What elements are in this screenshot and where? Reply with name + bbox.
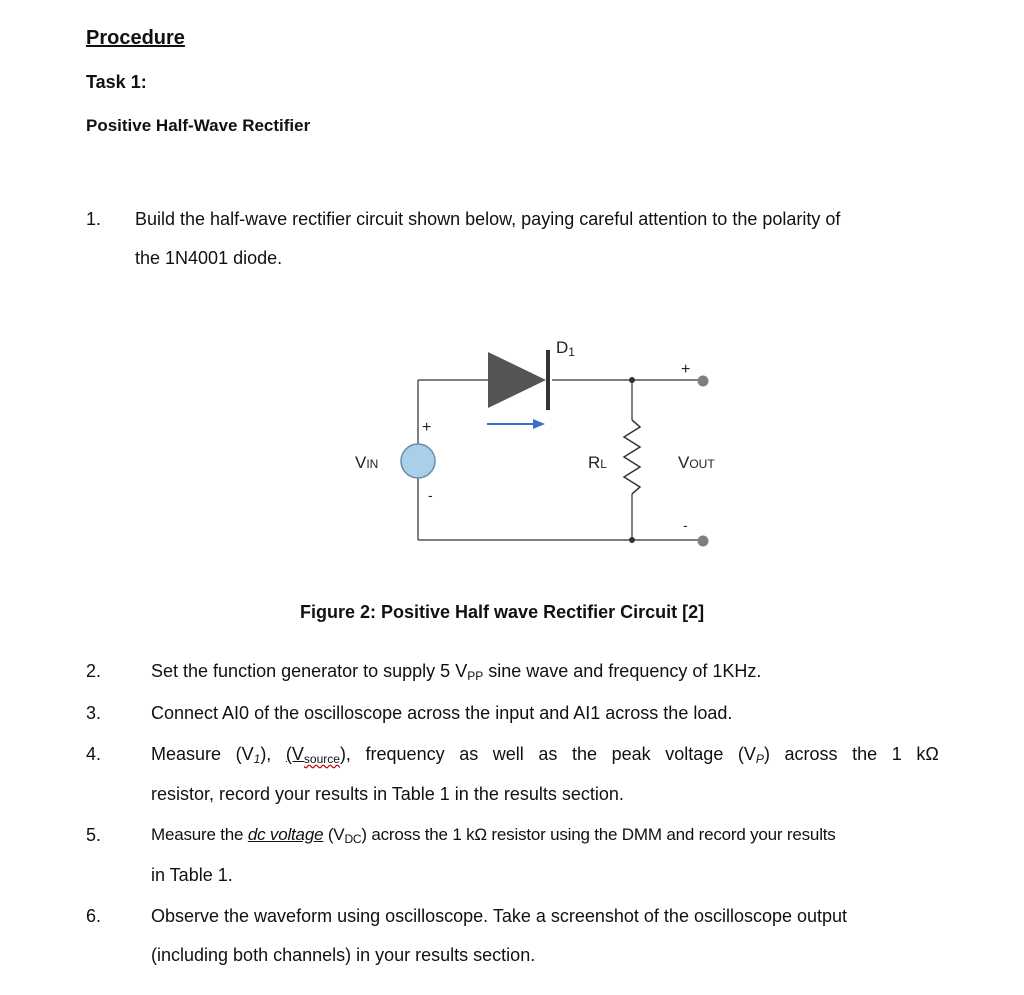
procedure-heading: Procedure — [86, 27, 185, 49]
task-heading: Task 1: — [86, 72, 147, 92]
step-1-line-2: the 1N4001 diode. — [135, 248, 283, 268]
step-1-number: 1. — [86, 209, 102, 229]
voltage-source — [401, 444, 435, 478]
source-minus-sign: - — [428, 487, 433, 503]
output-terminal-positive — [698, 376, 709, 387]
step-3-text: Connect AI0 of the oscilloscope across the input and AI1 across the load. — [151, 703, 733, 723]
junction-bottom — [629, 537, 635, 543]
resistor-symbol — [624, 420, 640, 494]
step-3-number: 3. — [86, 703, 102, 723]
step-4-line-1: Measure $(V_1)$, $(V_{source})$, frequency as well as the peak voltage $(V_P)$ across the 1 kΩ — [151, 744, 939, 766]
dc-voltage-link[interactable]: dc voltage — [247, 825, 324, 844]
vout-label: VOUT — [678, 453, 715, 472]
step-5-line-1: Measure the dc voltage $(V_{DC})$ across the 1 kΩ resistor using the DMM and record your results — [151, 825, 836, 846]
step-5-line-2: in Table 1. — [151, 865, 233, 885]
diode-triangle — [488, 352, 546, 408]
current-arrow-head — [533, 419, 545, 429]
step-6-line-1: Observe the waveform using oscilloscope. Take a screenshot of the oscilloscope output — [151, 906, 848, 926]
step-5-number: 5. — [86, 825, 102, 845]
figure-caption: Figure 2: Positive Half wave Rectifier Circuit [2] — [300, 602, 705, 622]
step-2-text: Set the function generator to supply 5 $V_{PP}$ sine wave and frequency of 1KHz. — [151, 661, 762, 683]
output-terminal-negative — [698, 536, 709, 547]
step-4-line-2: resistor, record your results in Table 1 in the results section. — [151, 784, 624, 804]
diode-label: D1 — [556, 338, 575, 359]
section-subtitle: Positive Half-Wave Rectifier — [86, 116, 311, 135]
step-2-number: 2. — [86, 661, 102, 681]
source-plus-sign: + — [422, 419, 432, 436]
rl-label: RL — [588, 453, 607, 472]
output-minus-sign: - — [683, 517, 688, 533]
step-6-line-2: (including both channels) in your results section. — [151, 945, 536, 965]
step-4-number: 4. — [86, 744, 102, 764]
step-6-number: 6. — [86, 906, 102, 926]
output-plus-sign: + — [681, 361, 691, 378]
vin-label: VIN — [355, 453, 379, 472]
junction-top — [629, 377, 635, 383]
step-1-line-1: Build the half-wave rectifier circuit shown below, paying careful attention to the polarity of — [135, 209, 841, 229]
